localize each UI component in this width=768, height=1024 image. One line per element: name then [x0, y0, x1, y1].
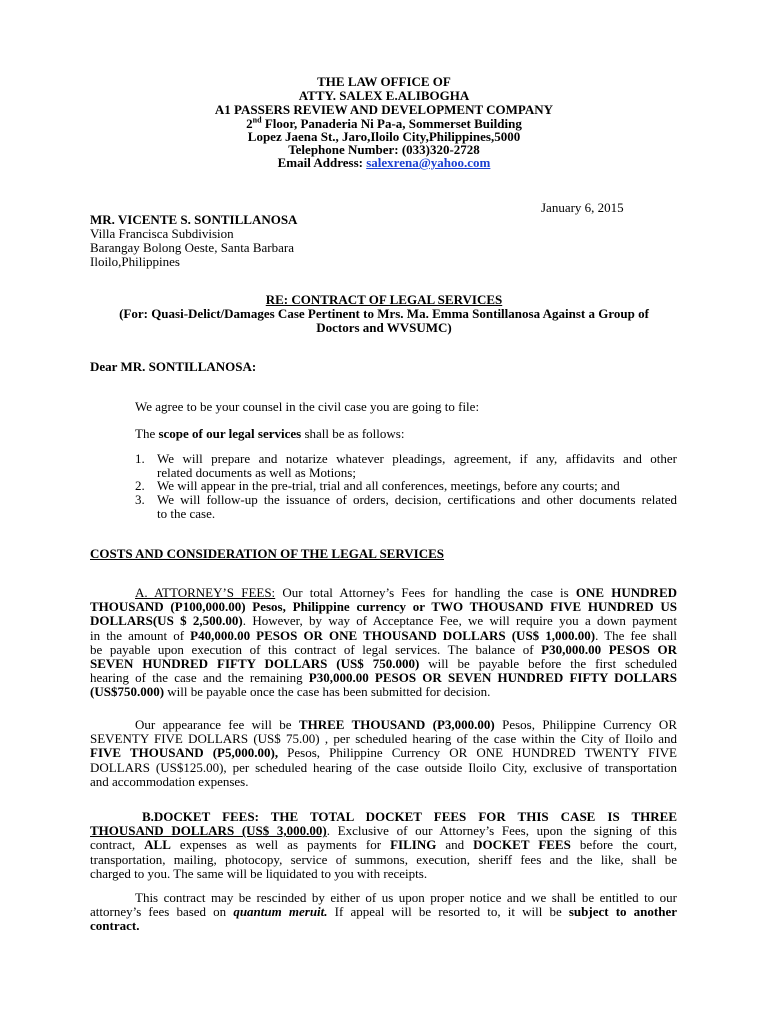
letterhead-street: Lopez Jaena St., Jaro,Iloilo City,Philippines,5000 [247, 129, 521, 144]
subject-for-line1: (For: Quasi-Delict/Damages Case Pertinent to Mrs. Ma. Emma Sontillanosa Against a Group of [119, 306, 649, 321]
list-item-number: 3. [135, 492, 145, 507]
docket-fees-paragraph: B.DOCKET FEES: THE TOTAL DOCKET FEES FOR THIS CASE IS THREE THOUSAND DOLLARS (US$ 3,000.00). Exclusive of our Attorney’s Fees, upon the signing of this contract, ALL expenses as well as payments for FILING and DOCKET FEES before the court, transportation, mailing, photocopy, service of summons, execution, sheriff fees and the like, shall be charged to you. The same will be liquidated to you with receipts. [90, 809, 677, 881]
subject-for-line2: Doctors and WVSUMC) [316, 320, 452, 335]
letterhead-floor: 2nd Floor, Panaderia Ni Pa-a, Sommerset Building [246, 115, 522, 131]
letterhead-title: THE LAW OFFICE OF [317, 74, 451, 89]
list-item-number: 2. [135, 478, 145, 493]
letterhead-company: A1 PASSERS REVIEW AND DEVELOPMENT COMPANY [214, 102, 554, 117]
addressee-name: MR. VICENTE S. SONTILLANOSA [90, 212, 298, 227]
letterhead-attorney: ATTY. SALEX E.ALIBOGHA [298, 88, 470, 103]
subject-re: RE: CONTRACT OF LEGAL SERVICES [265, 292, 503, 307]
appearance-fee-paragraph: Our appearance fee will be THREE THOUSAND (P3,000.00) Pesos, Philippine Currency OR SEVENTY FIVE DOLLARS (US$ 75.00) , per scheduled hearing of the case within the City of Iloilo and FIVE THOUSAND (P5,000.00), Pesos, Philippine Currency OR ONE HUNDRED TWENTY FIVE DOLLARS (US$125.00), per scheduled hearing of the case outside Iloilo City, exclusive of transportation and accommodation expenses. [90, 717, 677, 789]
rescind-paragraph: This contract may be rescinded by either of us upon proper notice and we shall be entitled to our attorney’s fees based on quantum meruit. If appeal will be resorted to, it will be subject to another contract. [90, 890, 677, 934]
email-link[interactable]: salexrena@yahoo.com [366, 155, 491, 170]
list-item: We will follow-up the issuance of orders, decision, certifications and other documents related to the case. [157, 492, 677, 522]
list-item-number: 1. [135, 451, 145, 466]
letterhead-telephone: Telephone Number: (033)320-2728 [288, 142, 480, 157]
intro-text: We agree to be your counsel in the civil case you are going to file: [135, 399, 480, 414]
attorney-fees-paragraph: A. ATTORNEY’S FEES: Our total Attorney’s Fees for handling the case is ONE HUNDRED THOUSAND (P100,000.00) Pesos, Philippine currency or TWO THOUSAND FIVE HUNDRED US DOLLARS(US $ 2,500.00). However, by way of Acceptance Fee, we will require you a down payment in the amount of P40,000.00 PESOS OR ONE THOUSAND DOLLARS (US$ 1,000.00). The fee shall be payable upon execution of this contract of legal services. The balance of P30,000.00 PESOS OR SEVEN HUNDRED FIFTY DOLLARS (US$ 750.000) will be payable before the first scheduled hearing of the case and the remaining P30,000.00 PESOS OR SEVEN HUNDRED FIFTY DOLLARS (US$750.000) will be payable once the case has been submitted for decision. [90, 585, 678, 700]
costs-heading: COSTS AND CONSIDERATION OF THE LEGAL SERVICES [90, 546, 445, 561]
addressee-line3: Iloilo,Philippines [90, 254, 180, 269]
list-item: We will prepare and notarize whatever pleadings, agreement, if any, affidavits and other related documents as well as Motions; [157, 451, 677, 481]
addressee-line1: Villa Francisca Subdivision [90, 226, 234, 241]
letterhead-email: Email Address: salexrena@yahoo.com [277, 155, 491, 170]
addressee-line2: Barangay Bolong Oeste, Santa Barbara [90, 240, 294, 255]
scope-text: The scope of our legal services shall be as follows: [135, 426, 405, 441]
list-item: We will appear in the pre-trial, trial and all conferences, meetings, before any courts; and [157, 478, 620, 493]
letter-date: January 6, 2015 [541, 200, 624, 215]
salutation: Dear MR. SONTILLANOSA: [90, 359, 257, 374]
